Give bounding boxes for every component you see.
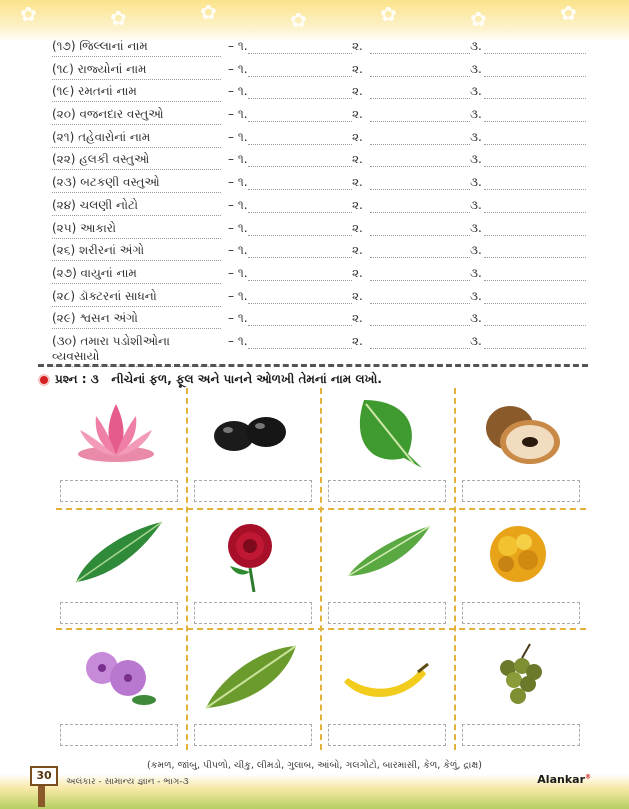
answer-number-3: ૩. (470, 175, 482, 190)
answer-number-3: ૩. (470, 220, 482, 235)
answer-number-3: ૩. (470, 243, 482, 258)
marigold-icon (468, 516, 568, 592)
answer-line-3[interactable] (484, 212, 586, 213)
list-item (52, 330, 592, 363)
answer-number-1: – ૧. (228, 311, 248, 326)
answer-number-2: ૨. (352, 333, 363, 348)
list-item (52, 307, 592, 330)
neem-leaf-icon (66, 516, 166, 592)
answer-number-3: ૩. (470, 107, 482, 122)
question-text: નીચેનાં ફળ, ફૂલ અને પાનને ઓળખી તેમનાં નામ લખો. (111, 372, 382, 386)
answer-box[interactable] (60, 724, 178, 746)
grid-divider (320, 388, 322, 750)
answer-line-3[interactable] (484, 98, 586, 99)
grid-divider (454, 388, 456, 750)
category-label: (૧૯) રમતનાં નામ (52, 84, 221, 102)
answer-line-3[interactable] (484, 280, 586, 281)
category-label: (૧૭) જિલ્લાનાં નામ (52, 39, 221, 57)
list-item (52, 58, 592, 81)
answer-line-2[interactable] (370, 325, 470, 326)
mango-leaf-icon (334, 516, 434, 592)
answer-line-3[interactable] (484, 166, 586, 167)
category-label: (૩૦) તમારા પડોશીઓના વ્યવસાયો (52, 334, 221, 367)
category-label: (૨૮) ડૉક્ટરનાં સાધનો (52, 289, 221, 307)
answer-number-3: ૩. (470, 265, 482, 280)
picture-cell (324, 510, 444, 630)
answer-box[interactable] (328, 480, 446, 502)
picture-grid (56, 388, 586, 750)
answer-line-2[interactable] (370, 53, 470, 54)
answer-number-1: – ૧. (228, 129, 248, 144)
answer-number-3: ૩. (470, 333, 482, 348)
list-item (52, 80, 592, 103)
answer-line-3[interactable] (484, 348, 586, 349)
picture-cell (458, 632, 578, 752)
periwinkle-icon (66, 638, 166, 714)
answer-number-1: – ૧. (228, 243, 248, 258)
picture-cell (324, 388, 444, 508)
list-item (52, 285, 592, 308)
answer-number-2: ૨. (352, 61, 363, 76)
answer-line-2[interactable] (370, 166, 470, 167)
list-item (52, 171, 592, 194)
answer-number-2: ૨. (352, 107, 363, 122)
answer-line-3[interactable] (484, 121, 586, 122)
picture-cell (190, 388, 310, 508)
flower-icon: ✿ (200, 0, 217, 24)
registered-mark: ® (585, 773, 591, 781)
category-label: (૨૦) વજનદાર વસ્તુઓ (52, 107, 221, 125)
answer-line-3[interactable] (484, 53, 586, 54)
peepal-leaf-icon (334, 394, 434, 470)
answer-number-1: – ૧. (228, 333, 248, 348)
brand-logo (537, 773, 591, 786)
list-item (52, 217, 592, 240)
answer-line-1[interactable] (248, 121, 352, 122)
answer-box[interactable] (328, 602, 446, 624)
list-item (52, 262, 592, 285)
list-item (52, 35, 592, 58)
rose-icon (200, 516, 300, 592)
answer-number-1: – ૧. (228, 39, 248, 53)
answer-number-1: – ૧. (228, 152, 248, 167)
answer-box[interactable] (194, 724, 312, 746)
answer-number-1: – ૧. (228, 107, 248, 122)
answer-number-1: – ૧. (228, 175, 248, 190)
category-label: (૨૪) ચલણી નોટો (52, 198, 221, 216)
answer-box[interactable] (328, 724, 446, 746)
answer-line-3[interactable] (484, 303, 586, 304)
answer-box[interactable] (194, 480, 312, 502)
answer-line-1[interactable] (248, 257, 352, 258)
answer-hint: (કમળ, જાંબુ, પીપળો, ચીકુ, લીમડો, ગુલાબ, આંબો, ગલગોટો, બારમાસી, કેળ, કેળું, દ્રાક્ષ) (147, 760, 482, 771)
answer-number-2: ૨. (352, 265, 363, 280)
picture-cell (56, 388, 176, 508)
chikoo-icon (468, 394, 568, 470)
list-item (52, 148, 592, 171)
answer-box[interactable] (60, 480, 178, 502)
answer-box[interactable] (194, 602, 312, 624)
picture-cell (56, 632, 176, 752)
answer-line-3[interactable] (484, 189, 586, 190)
picture-cell (190, 510, 310, 630)
category-list (52, 35, 592, 363)
answer-line-1[interactable] (248, 166, 352, 167)
category-label: (૨૭) વાયુનાં નામ (52, 266, 221, 284)
page-number: 30 (30, 766, 58, 786)
question-number: પ્રશ્ન : ૩ (55, 372, 99, 386)
flower-icon: ✿ (380, 2, 397, 26)
answer-number-3: ૩. (470, 197, 482, 212)
answer-line-1[interactable] (248, 348, 352, 349)
answer-number-2: ૨. (352, 243, 363, 258)
answer-line-3[interactable] (484, 235, 586, 236)
answer-number-3: ૩. (470, 311, 482, 326)
answer-line-2[interactable] (370, 257, 470, 258)
answer-number-3: ૩. (470, 61, 482, 76)
answer-line-2[interactable] (370, 212, 470, 213)
answer-number-3: ૩. (470, 288, 482, 303)
picture-cell (458, 388, 578, 508)
answer-line-2[interactable] (370, 121, 470, 122)
answer-line-2[interactable] (370, 280, 470, 281)
picture-cell (324, 632, 444, 752)
signpost-icon (38, 785, 45, 807)
category-label: (૨૬) શરીરનાં અંગો (52, 243, 221, 261)
banana-icon (334, 638, 434, 714)
lotus-icon (66, 394, 166, 470)
answer-number-2: ૨. (352, 311, 363, 326)
answer-number-1: – ૧. (228, 197, 248, 212)
answer-number-3: ૩. (470, 152, 482, 167)
picture-cell (458, 510, 578, 630)
jamun-icon (200, 394, 300, 470)
answer-box[interactable] (60, 602, 178, 624)
answer-line-1[interactable] (248, 235, 352, 236)
answer-number-1: – ૧. (228, 61, 248, 76)
answer-number-3: ૩. (470, 39, 482, 53)
answer-line-3[interactable] (484, 257, 586, 258)
answer-number-3: ૩. (470, 129, 482, 144)
category-label: (૨૧) તહેવારોનાં નામ (52, 130, 221, 148)
category-label: (૨૨) હલકી વસ્તુઓ (52, 152, 221, 170)
flower-icon: ✿ (470, 7, 487, 31)
bullet-icon (38, 374, 50, 386)
list-item (52, 194, 592, 217)
answer-number-2: ૨. (352, 175, 363, 190)
picture-cell (190, 632, 310, 752)
answer-number-2: ૨. (352, 129, 363, 144)
answer-number-1: – ૧. (228, 288, 248, 303)
answer-number-1: – ૧. (228, 220, 248, 235)
category-label: (૨૩) બટકણી વસ્તુઓ (52, 175, 221, 193)
answer-number-2: ૨. (352, 197, 363, 212)
answer-number-3: ૩. (470, 84, 482, 99)
answer-line-2[interactable] (370, 144, 470, 145)
answer-number-1: – ૧. (228, 84, 248, 99)
answer-line-1[interactable] (248, 325, 352, 326)
answer-number-2: ૨. (352, 288, 363, 303)
picture-cell (56, 510, 176, 630)
flower-icon: ✿ (290, 8, 307, 32)
answer-line-2[interactable] (370, 348, 470, 349)
answer-line-3[interactable] (484, 76, 586, 77)
answer-box[interactable] (462, 724, 580, 746)
answer-box[interactable] (462, 602, 580, 624)
category-label: (૨૯) શ્વસન અંગો (52, 311, 221, 329)
answer-box[interactable] (462, 480, 580, 502)
category-label: (૨૫) આકારો (52, 221, 221, 239)
answer-line-1[interactable] (248, 76, 352, 77)
answer-line-1[interactable] (248, 212, 352, 213)
answer-line-1[interactable] (248, 144, 352, 145)
banana-leaf-icon (200, 638, 300, 714)
answer-line-2[interactable] (370, 235, 470, 236)
answer-line-1[interactable] (248, 280, 352, 281)
book-title: અલંકાર - સામાન્ય જ્ઞાન - ભાગ-૩ (66, 777, 189, 787)
answer-number-2: ૨. (352, 220, 363, 235)
answer-line-1[interactable] (248, 189, 352, 190)
list-item (52, 103, 592, 126)
question-heading (38, 372, 382, 387)
flower-icon: ✿ (20, 2, 37, 26)
grid-divider (186, 388, 188, 750)
flower-icon: ✿ (560, 1, 577, 25)
answer-number-2: ૨. (352, 152, 363, 167)
answer-line-1[interactable] (248, 98, 352, 99)
answer-line-3[interactable] (484, 144, 586, 145)
list-item (52, 126, 592, 149)
answer-line-2[interactable] (370, 189, 470, 190)
category-label: (૧૮) રાજ્યોનાં નામ (52, 62, 221, 80)
answer-line-1[interactable] (248, 53, 352, 54)
answer-number-2: ૨. (352, 39, 363, 53)
flower-icon: ✿ (110, 6, 127, 30)
answer-number-1: – ૧. (228, 265, 248, 280)
answer-line-2[interactable] (370, 303, 470, 304)
grapes-icon (468, 638, 568, 714)
answer-line-3[interactable] (484, 325, 586, 326)
answer-number-2: ૨. (352, 84, 363, 99)
answer-line-1[interactable] (248, 303, 352, 304)
section-divider (38, 364, 588, 367)
brand-name: Alankar (537, 773, 585, 786)
answer-line-2[interactable] (370, 76, 470, 77)
list-item (52, 239, 592, 262)
answer-line-2[interactable] (370, 98, 470, 99)
